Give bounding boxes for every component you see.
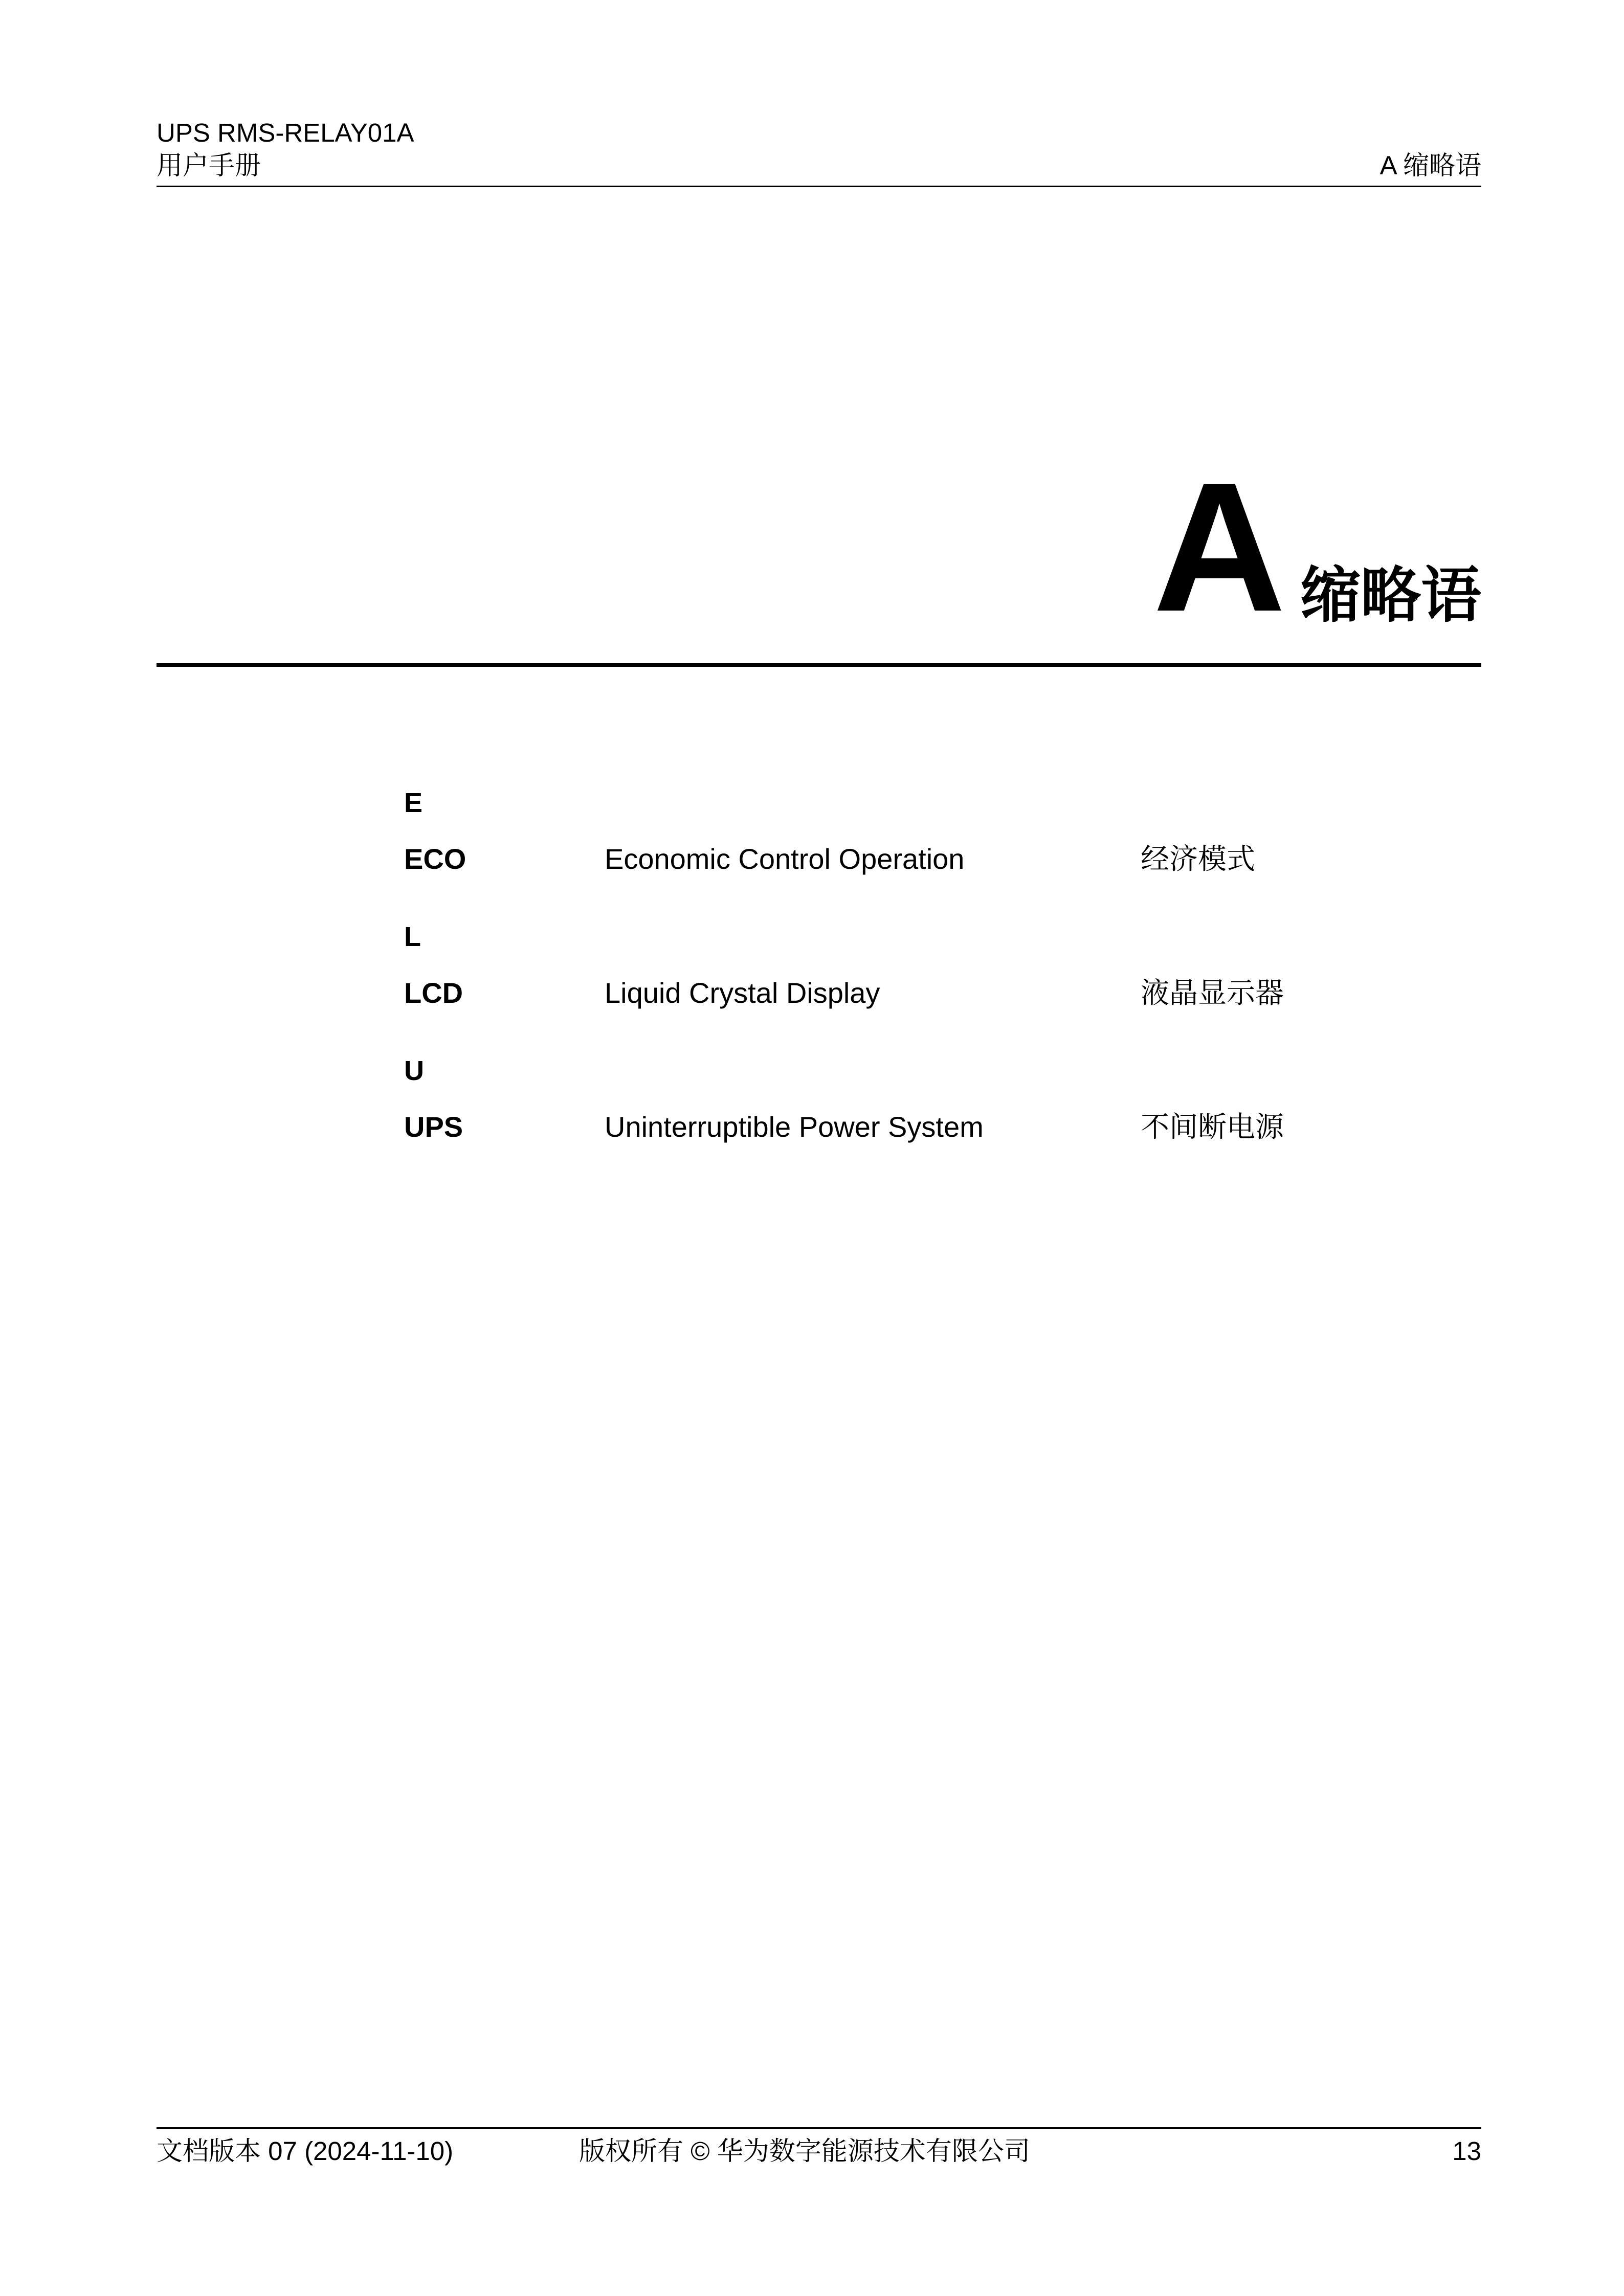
abbreviation-chinese: 液晶显示器 — [1141, 977, 1284, 1009]
abbreviation-row — [404, 839, 1481, 880]
chapter-title — [1153, 444, 1481, 650]
chapter-name: 缩略语 — [1300, 562, 1481, 629]
abbreviation-term: LCD — [404, 977, 463, 1009]
footer-version: 文档版本 07 (2024-11-10) — [157, 2136, 454, 2166]
abbreviation-full-name: Uninterruptible Power System — [605, 1111, 984, 1143]
page-footer — [157, 2127, 1481, 2170]
header-left — [157, 117, 414, 182]
footer-copyright: 版权所有 © 华为数字能源技术有限公司 — [579, 2136, 1030, 2166]
abbreviation-list — [404, 782, 1481, 1184]
abbreviation-term: UPS — [404, 1111, 463, 1143]
abbreviation-full-name: Liquid Crystal Display — [605, 977, 880, 1009]
abbreviation-group-l — [404, 916, 1481, 1014]
header-doc-type: 用户手册 — [157, 151, 261, 180]
abbreviation-group-e — [404, 782, 1481, 880]
chapter-letter: A — [1153, 444, 1286, 650]
abbreviation-full-name: Economic Control Operation — [605, 843, 965, 875]
abbreviation-chinese: 经济模式 — [1141, 843, 1255, 875]
page-number: 13 — [1452, 2136, 1481, 2166]
page-header — [157, 117, 1481, 187]
header-product: UPS RMS-RELAY01A — [157, 118, 414, 147]
group-letter: U — [404, 1055, 424, 1086]
abbreviation-term: ECO — [404, 843, 466, 875]
abbreviation-row — [404, 1107, 1481, 1147]
group-letter: L — [404, 921, 421, 952]
header-section: A 缩略语 — [1380, 151, 1481, 180]
group-letter: E — [404, 787, 423, 818]
abbreviation-chinese: 不间断电源 — [1141, 1111, 1284, 1143]
abbreviation-group-u — [404, 1050, 1481, 1147]
chapter-divider — [157, 663, 1481, 667]
abbreviation-row — [404, 973, 1481, 1014]
